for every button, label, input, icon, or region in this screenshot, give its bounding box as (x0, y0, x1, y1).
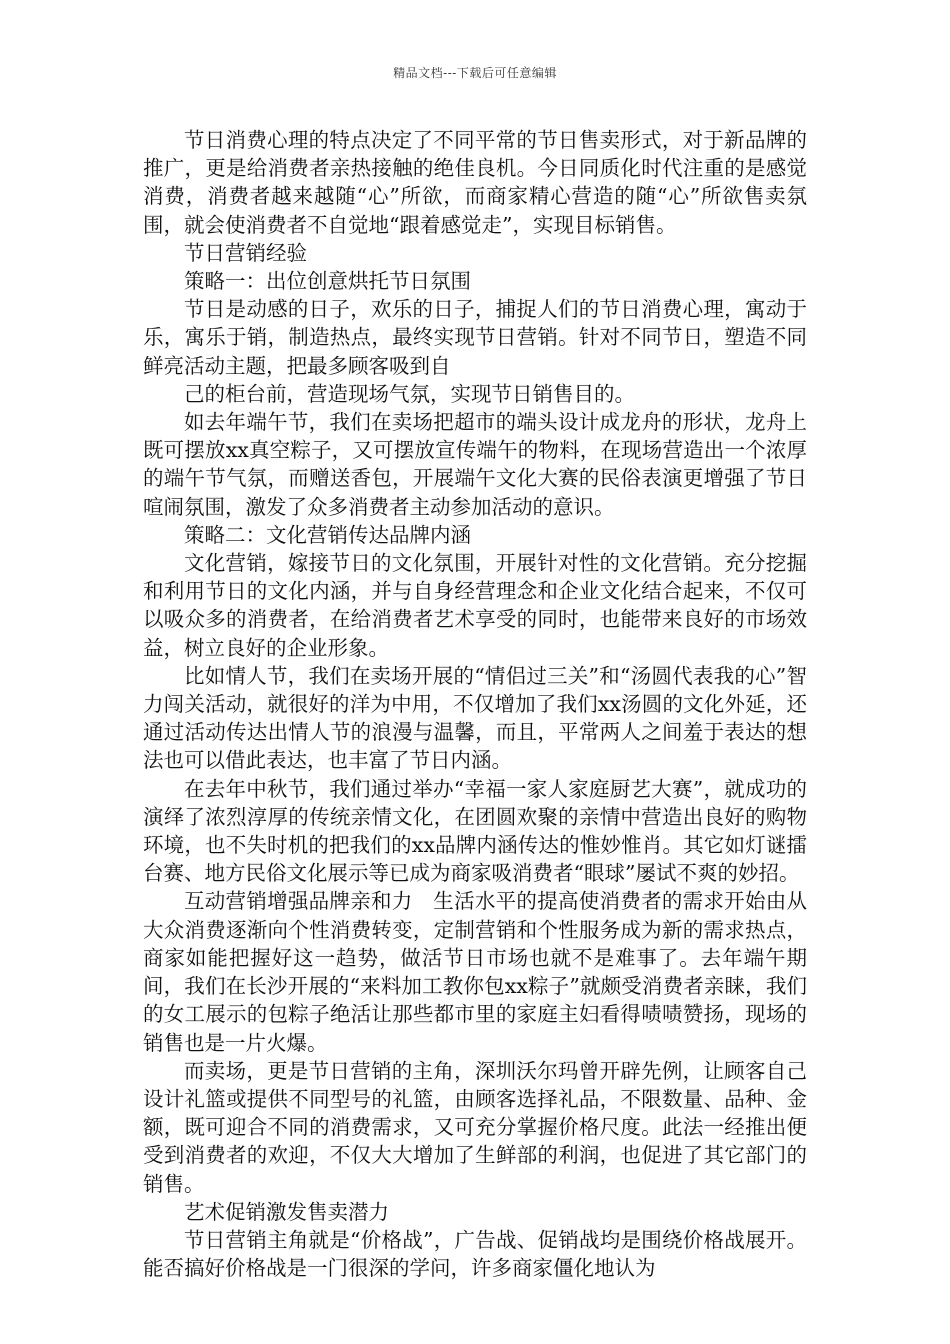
heading-strategy-two: 策略二：文化营销传达品牌内涵 (184, 522, 471, 547)
paragraph-interactive-marketing: 互动营销增强品牌亲和力 生活水平的提高使消费者的需求开始由从大众消费逐渐向个性消费转变，定制营销和个性服务成为新的需求热点，商家如能把握好这一趋势，做活节日市场也就不是难事了。去年端午期间，我们在长沙开展的“来料加工教你包xx粽子”就颇受消费者亲睐，我们的女工展示的包粽子绝活让那些都市里的家庭主妇看得啧啧赞扬，现场的销售也是一片火爆。 (143, 889, 807, 1055)
paragraph-price-war: 节日营销主角就是“价格战”，广告战、促销战均是围绕价格战展开。能否搞好价格战是一门很深的学问，许多商家僵化地认为 (143, 1227, 807, 1281)
heading-art-promotion: 艺术促销激发售卖潜力 (184, 1199, 389, 1224)
paragraph-dragon-boat-example: 如去年端午节，我们在卖场把超市的端头设计成龙舟的形状，龙舟上既可摆放xx真空粽子，又可摆放宣传端午的物料，在现场营造出一个浓厚的端午节气氛，而赠送香包，开展端午文化大赛的民俗表演更增强了节日喧闹氛围，激发了众多消费者主动参加活动的意识。 (143, 410, 807, 519)
paragraph-mid-autumn-example: 在去年中秋节，我们通过举办“幸福一家人家庭厨艺大赛”，就成功的演绎了浓烈淳厚的传统亲情文化，在团圆欢聚的亲情中营造出良好的购物环境，也不失时机的把我们的xx品牌内涵传达的惟妙惟肖。其它如灯谜擂台赛、地方民俗文化展示等已成为商家吸消费者“眼球”屡试不爽的妙招。 (143, 776, 807, 886)
heading-holiday-marketing-experience: 节日营销经验 (184, 240, 307, 265)
paragraph-counter-front: 己的柜台前，营造现场气氛，实现节日销售目的。 (184, 381, 635, 406)
paragraph-valentines-example: 比如情人节，我们在卖场开展的“情侣过三关”和“汤圆代表我的心”智力闯关活动，就很好的洋为中用，不仅增加了我们xx汤圆的文化外延，还通过活动传达出情人节的浪漫与温馨，而且，平常两人之间羞于表达的想法也可以借此表达，也丰富了节日内涵。 (143, 663, 807, 773)
page-header: 精品文档---下载后可任意编辑 (393, 66, 557, 80)
paragraph-intro: 节日消费心理的特点决定了不同平常的节日售卖形式，对于新品牌的推广，更是给消费者亲热接触的绝佳良机。今日同质化时代注重的是感觉消费，消费者越来越随“心”所欲，而商家精心营造的随“心”所欲售卖氛围，就会使消费者不自觉地“跟着感觉走”，实现目标销售。 (143, 128, 807, 237)
paragraph-holiday-dynamic: 节日是动感的日子，欢乐的日子，捕捉人们的节日消费心理，寓动于乐，寓乐于销，制造热点，最终实现节日营销。针对不同节日，塑造不同鲜亮活动主题，把最多顾客吸到自 (143, 297, 807, 378)
paragraph-cultural-marketing: 文化营销，嫁接节日的文化氛围，开展针对性的文化营销。充分挖掘和利用节日的文化内涵，并与自身经营理念和企业文化结合起来，不仅可以吸众多的消费者，在给消费者艺术享受的同时，也能带来良好的市场效益，树立良好的企业形象。 (143, 551, 807, 660)
paragraph-walmart-example: 而卖场，更是节日营销的主角，深圳沃尔玛曾开辟先例，让顾客自己设计礼篮或提供不同型号的礼篮，由顾客选择礼品，不限数量、品种、金额，既可迎合不同的消费需求，又可充分掌握价格尺度。此法一经推出便受到消费者的欢迎，不仅大大增加了生鲜部的利润，也促进了其它部门的销售。 (143, 1058, 807, 1196)
document-body (143, 126, 807, 1282)
heading-strategy-one: 策略一：出位创意烘托节日氛围 (184, 269, 471, 294)
